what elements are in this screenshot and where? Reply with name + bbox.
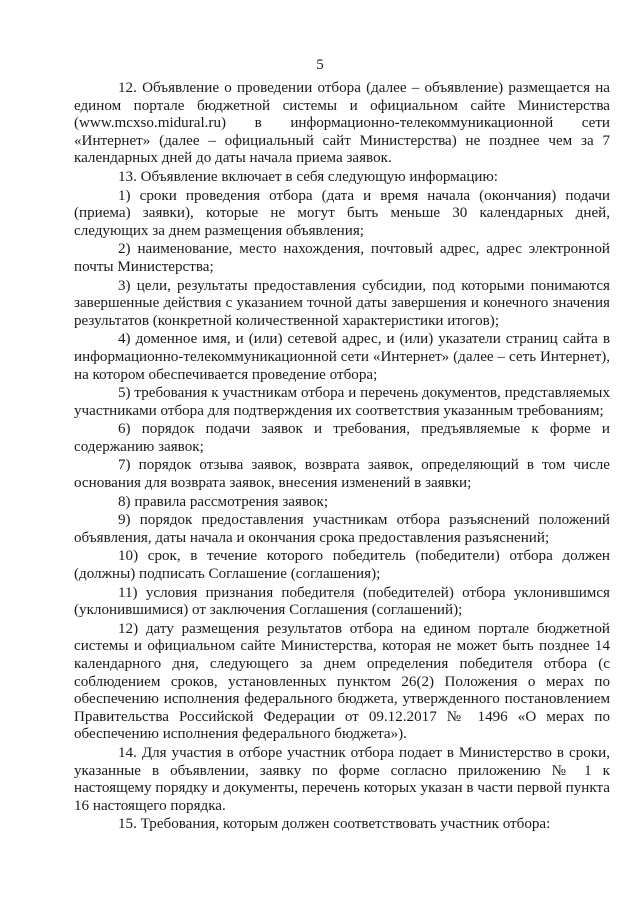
- list-item-10-signing-deadline: 10) срок, в течение которого победитель (победители) отбора должен (должны) подписать Соглашение (соглашения);: [74, 548, 610, 583]
- paragraph-14-participation: 14. Для участия в отборе участник отбора подает в Министерство в сроки, указанные в объявлении, заявку по форме согласно приложению № 1 к настоящему порядку и документы, перечень которых указан в части первой пункта 16 настоящего порядка.: [74, 744, 610, 814]
- list-item-1-deadlines: 1) сроки проведения отбора (дата и время начала (окончания) подачи (приема) заявки), которые не могут быть меньше 30 календарных дней, следующих за днем размещения объявления;: [74, 187, 610, 239]
- list-item-2-ministry-address: 2) наименование, место нахождения, почтовый адрес, адрес электронной почты Министерства;: [74, 241, 610, 275]
- list-item-4-domain-name: 4) доменное имя, и (или) сетевой адрес, и (или) указатели страниц сайта в информационно-телекоммуникационной сети «Интернет» (далее – сеть Интернет), на котором обеспечивается проведение отбора;: [74, 331, 610, 383]
- list-item-11-evasion-conditions: 11) условия признания победителя (победителей) отбора уклонившимся (уклонившимися) от заключения Соглашения (соглашений);: [74, 584, 610, 619]
- list-item-9-clarifications: 9) порядок предоставления участникам отбора разъяснений положений объявления, даты начала и окончания срока предоставления разъяснений;: [74, 512, 610, 546]
- paragraph-13-announcement-contents: 13. Объявление включает в себя следующую информацию:: [118, 168, 498, 185]
- page-number: 5: [316, 57, 324, 73]
- list-item-5-participant-requirements: 5) требования к участникам отбора и перечень документов, представляемых участниками отбора для подтверждения их соответствия указанным требованиям;: [74, 385, 610, 419]
- list-item-6-submission-procedure: 6) порядок подачи заявок и требования, предъявляемые к форме и содержанию заявок;: [74, 421, 610, 455]
- document-body: [74, 80, 610, 834]
- list-item-8-review-rules: 8) правила рассмотрения заявок;: [118, 493, 329, 510]
- paragraph-12-announcement: 12. Объявление о проведении отбора (далее – объявление) размещается на едином портале бюджетной системы и официальном сайте Министерства (www.mcxso.midural.ru) в информационно-телекоммуникационной сети «Интернет» (далее – официальный сайт Министерства) не позднее чем за 7 календарных дней до даты начала приема заявок.: [74, 80, 610, 167]
- list-item-7-withdrawal-procedure: 7) порядок отзыва заявок, возврата заявок, определяющий в том числе основания для возврата заявок, внесения изменений в заявки;: [74, 457, 610, 492]
- paragraph-15-requirements: 15. Требования, которым должен соответствовать участник отбора:: [118, 816, 551, 833]
- list-item-3-goals-results: 3) цели, результаты предоставления субсидии, под которыми понимаются завершенные действия с указанием точной даты завершения и конечного значения результатов (конкретной количественной характеристики итогов);: [74, 277, 610, 329]
- list-item-12-results-date: 12) дату размещения результатов отбора на едином портале бюджетной системы и официальном сайте Министерства, которая не может быть позднее 14 календарного дня, следующего за днем определения победителя отбора (с соблюдением сроков, установленных пунктом 26(2) Положения о мерах по обеспечению исполнения федерального бюджета, утвержденного постановлением Правительства Российской Федерации от 09.12.2017 № 1496 «О мерах по обеспечению исполнения федерального бюджета»).: [74, 620, 610, 743]
